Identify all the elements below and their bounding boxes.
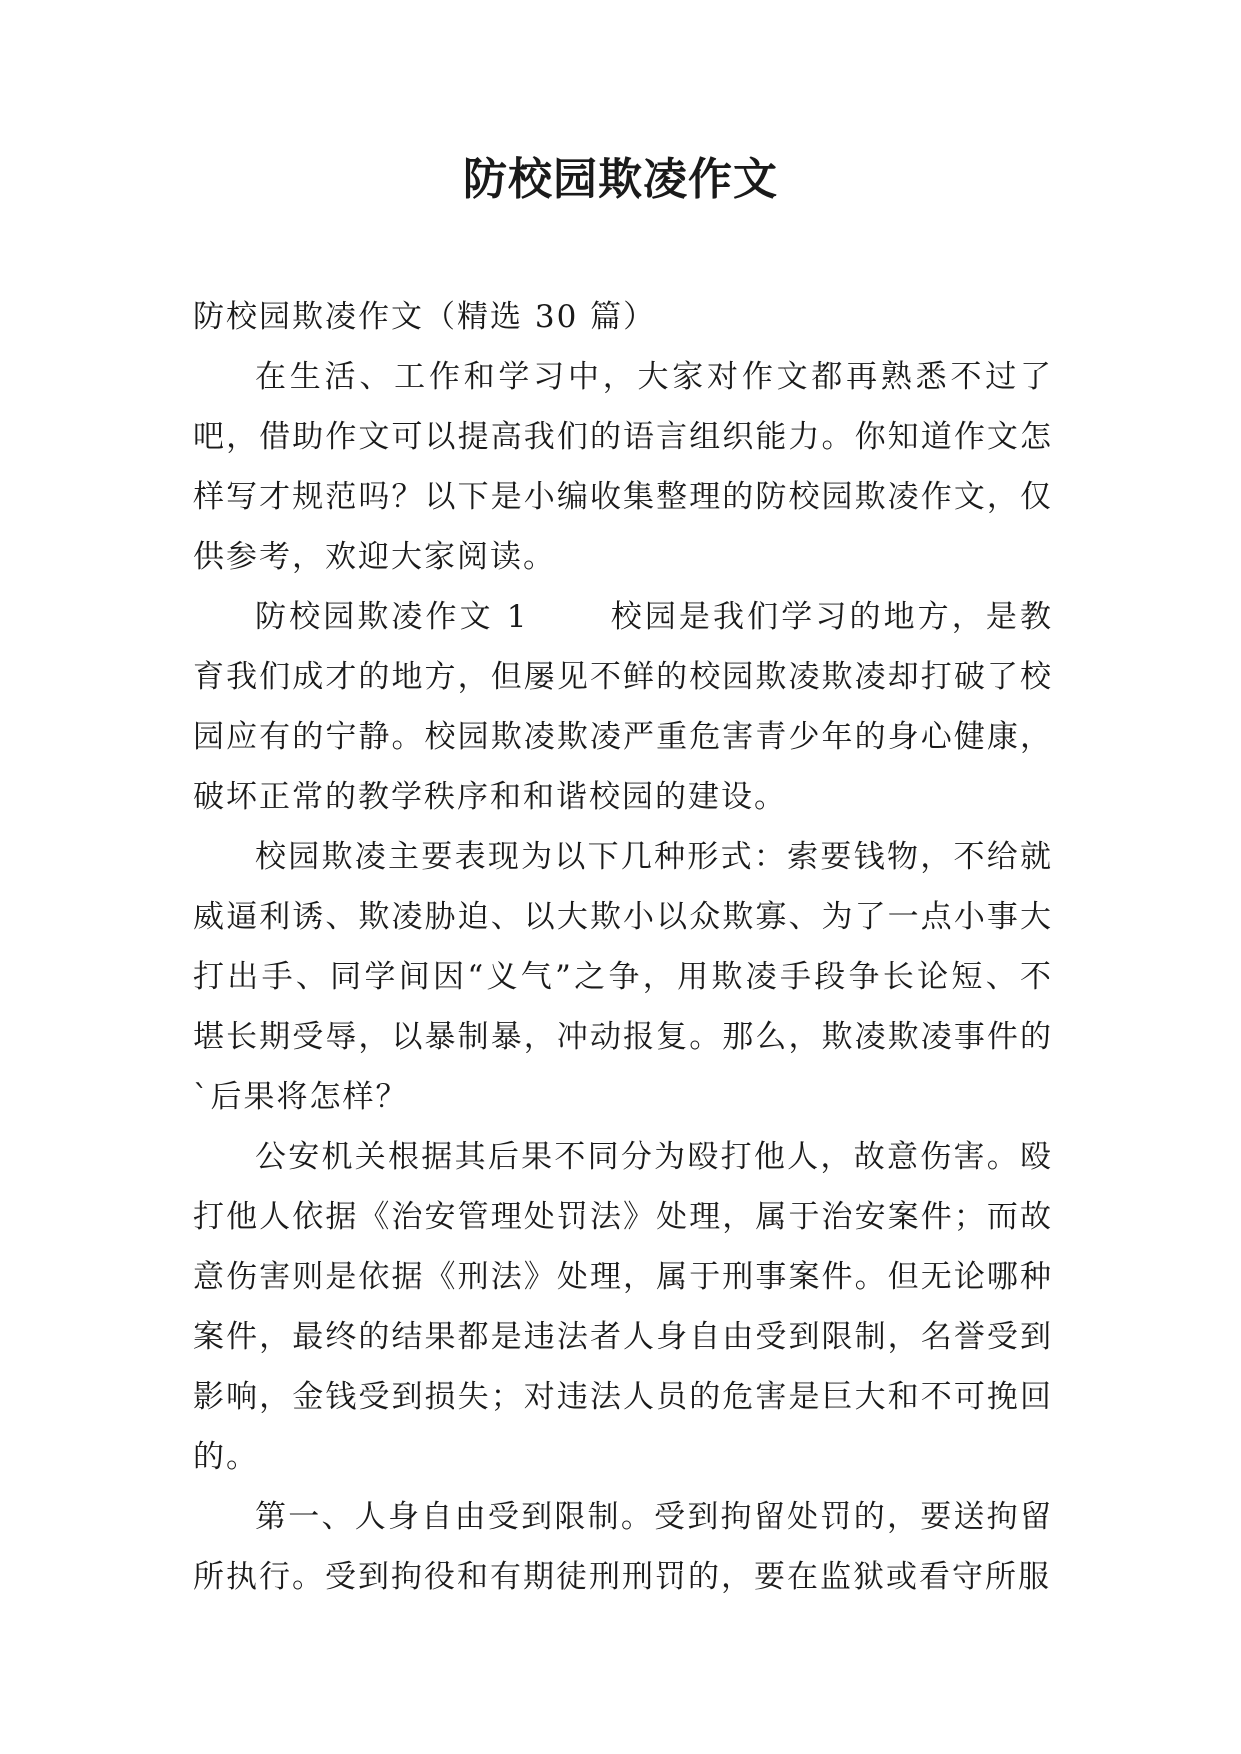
page-title: 防校园欺凌作文 <box>463 154 778 205</box>
paragraph-essay-1: 防校园欺凌作文 1 校园是我们学习的地方，是教育我们成才的地方，但屡见不鲜的校园欺凌欺凌却打破了校园应有的宁静。校园欺凌欺凌严重危害青少年的身心健康，破坏正常的教学秩序和和谐校园的建设。 <box>193 599 1053 815</box>
paragraph-consequences: 公安机关根据其后果不同分为殴打他人，故意伤害。殴打他人依据《治安管理处罚法》处理，属于治安案件；而故意伤害则是依据《刑法》处理，属于刑事案件。但无论哪种案件，最终的结果都是违法者人身自由受到限制，名誉受到影响，金钱受到损失；对违法人员的危害是巨大和不可挽回的。 <box>193 1139 1053 1475</box>
paragraph-first-point: 第一、人身自由受到限制。受到拘留处罚的，要送拘留所执行。受到拘役和有期徒刑刑罚的，要在监狱或看守所服 <box>193 1499 1053 1595</box>
document-subtitle: 防校园欺凌作文（精选 30 篇） <box>193 299 657 335</box>
paragraph-forms: 校园欺凌主要表现为以下几种形式：索要钱物，不给就威逼利诱、欺凌胁迫、以大欺小以众欺寡、为了一点小事大打出手、同学间因“义气”之争，用欺凌手段争长论短、不堪长期受辱，以暴制暴，冲动报复。那么，欺凌欺凌事件的`后果将怎样？ <box>193 839 1053 1115</box>
paragraph-intro: 在生活、工作和学习中，大家对作文都再熟悉不过了吧，借助作文可以提高我们的语言组织能力。你知道作文怎样写才规范吗？以下是小编收集整理的防校园欺凌作文，仅供参考，欢迎大家阅读。 <box>193 359 1053 575</box>
document-body <box>193 287 1053 1607</box>
